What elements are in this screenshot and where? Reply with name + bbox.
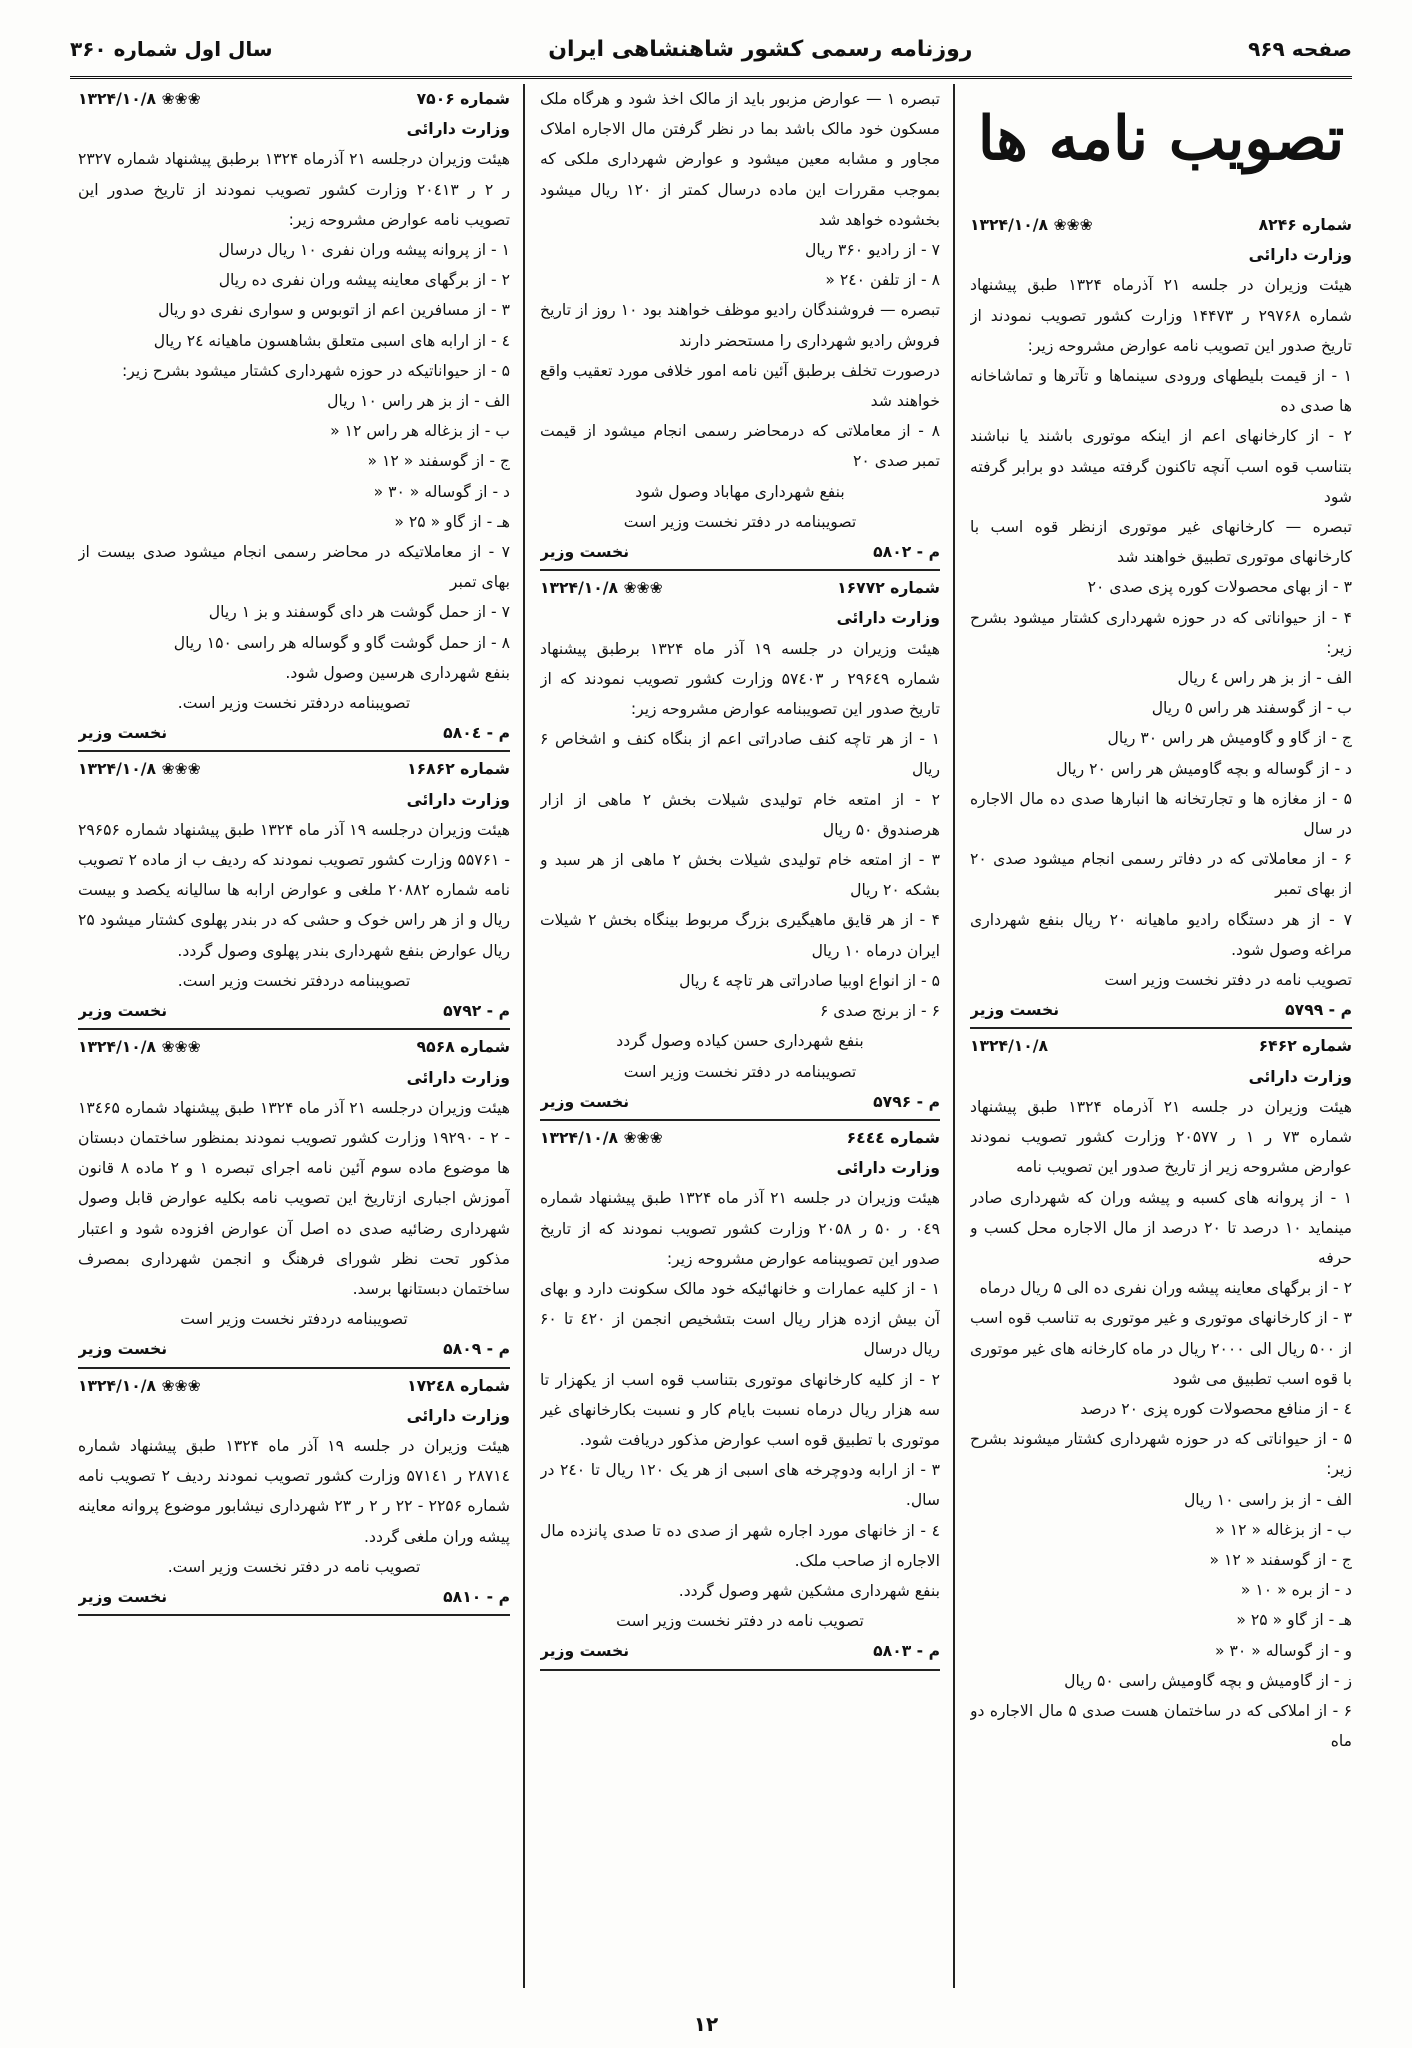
decree-paragraph: ۶ - از معاملاتی که در دفاتر رسمی انجام میشود صدی ۲۰ از بهای تمبر — [970, 850, 1352, 899]
reference-code: م - ۵۸۱۰ — [443, 1587, 510, 1606]
decree-paragraph: ۸ - از تلفن ۲٤۰ « — [825, 271, 940, 290]
decree-paragraph: ۲ - از کارخانهای اعم از اینکه موتوری باشند یا نباشند بتناسب قوه اسب آنچه تاکنون گرفته میشد دو برابر گرفته شود — [970, 427, 1352, 506]
decree-paragraph: ۷ - از حمل گوشت هر دای گوسفند و بز ۱ ریال — [208, 603, 510, 622]
reference-code: م - ۵۸۰۲ — [873, 543, 940, 562]
ministry-name: وزارت دارائی — [406, 120, 510, 139]
decree-paragraph: ۶ - از برنج صدی ۶ — [819, 1002, 940, 1021]
signature-line — [78, 718, 510, 748]
decree-paragraph: هیئت وزیران در جلسه ۱۹ آذر ماه ۱۳۲۴ طبق پیشنهاد شماره ۲۸۷۱٤ ر ۵۷۱٤۱ وزارت کشور تصویب نمودند ردیف ۲ تصویب نامه شماره ۲۲۵۶ - ۲۲ ر ۲ ر ۲۳ شهرداری نیشابور موضوع پروانه معاینه پیشه وران ملغی گردد. — [78, 1436, 510, 1546]
decree-paragraph: هیئت وزیران در جلسه ۱۹ آذر ماه ۱۳۲۴ برطبق پیشنهاد شماره ۲۹۶٤۹ ر ۵۷٤۰۳ وزارت کشور تصویب نمودند که از تاریخ صدور این تصویبنامه عوارض مشروحه زیر: — [540, 639, 940, 719]
decree-paragraph: ۱ - از قیمت بلیطهای ورودی سینماها و تآترها و تماشاخانه ها صدی ده — [970, 367, 1352, 416]
page-footer-number: ۱۲ — [693, 2012, 719, 2036]
decree-paragraph: هـ - از گاو « ۲۵ « — [394, 512, 510, 531]
column-divider — [523, 84, 525, 1988]
decree-number: شماره ۹۵۶۸ — [416, 1038, 510, 1057]
signatory: نخست وزیر — [78, 724, 168, 743]
decree-paragraph: ۳ - از امتعه خام تولیدی شیلات بخش ۲ ماهی از هر سبد و بشکه ۲۰ ریال — [540, 851, 940, 900]
column-divider — [953, 84, 955, 1988]
column-middle-body — [540, 84, 940, 1671]
reference-code: م - ۵۸۰۹ — [443, 1340, 510, 1359]
decree-date: ❀❀❀ ۱۳۲۴/۱۰/۸ — [78, 1376, 201, 1395]
column-left — [78, 84, 510, 1618]
ministry-name: وزارت دارائی — [836, 609, 940, 628]
reference-code: م - ۵۷۹۶ — [873, 1092, 940, 1111]
decree-paragraph: ۵ - از مغازه ها و تجارتخانه ها انبارها صدی ده مال الاجاره در سال — [970, 789, 1352, 839]
decree-header — [540, 573, 940, 603]
decree-paragraph: ۵ - از انواع اوبیا صادراتی هر تاچه ٤ ریال — [679, 971, 940, 990]
decree-number: شماره ۸۲۴۶ — [1258, 216, 1352, 234]
reference-code: م - ۵۸۰۳ — [873, 1642, 940, 1661]
section-divider — [540, 1119, 940, 1121]
decree-paragraph: ۸ - از معاملاتی که درمحاضر رسمی انجام میشود از قیمت تمبر صدی ۲۰ — [540, 422, 940, 471]
signature-line — [78, 1582, 510, 1612]
decree-paragraph: الف - از بز هر راس ٤ ریال — [1177, 669, 1352, 688]
decree-paragraph: ۳ - از کارخانهای موتوری و غیر موتوری به تناسب قوه اسب از ۵۰۰ ریال الی ۲۰۰۰ ریال در ماه کارخانه های غیر موتوری با قوه اسب تطبیق می شود — [970, 1309, 1352, 1388]
decree-date: ❀❀❀ ۱۳۲۴/۱۰/۸ — [970, 216, 1093, 234]
decree-header — [78, 754, 510, 784]
ministry-name: وزارت دارائی — [406, 1068, 510, 1087]
decree-date: ❀❀❀ ۱۳۲۴/۱۰/۸ — [78, 1038, 201, 1057]
decree-paragraph: هیئت وزیران در جلسه ۲۱ آذرماه ۱۳۲۴ طبق پیشنهاد شماره ۲۹۷۶۸ ر ۱۴۴۷۳ وزارت کشور تصویب نمودند از تاریخ صدور این تصویب نامه عوارض مشروحه زیر: — [970, 276, 1352, 355]
decree-header — [540, 1123, 940, 1153]
ministry-name: وزارت دارائی — [836, 1159, 940, 1178]
signature-line — [78, 996, 510, 1026]
ministry-name: وزارت دارائی — [1248, 246, 1352, 265]
decree-paragraph: ز - از گاومیش و بچه گاومیش راسی ۵۰ ریال — [1064, 1671, 1352, 1690]
signature-line — [78, 1334, 510, 1364]
decree-number: شماره ۱۶۷۷۲ — [837, 579, 940, 598]
signatory: نخست وزیر — [540, 543, 630, 562]
signature-line — [540, 1087, 940, 1117]
decree-paragraph: ۷ - از معاملاتیکه در محاضر رسمی انجام میشود صدی بیست از بهای تمبر — [78, 543, 510, 592]
decree-paragraph: ۷ - از هر دستگاه رادیو ماهیانه ۲۰ ریال بنفع شهرداری مراغه وصول شود. — [970, 910, 1352, 959]
decree-note: تصویبنامه دردفتر نخست وزیر است — [180, 1310, 408, 1329]
decree-paragraph: درصورت تخلف برطبق آئین نامه امور خلافی مورد تعقیب واقع خواهند شد — [540, 361, 940, 411]
reference-code: م - ۵۷۹۹ — [1285, 1001, 1352, 1020]
decree-paragraph: هیئت وزیران در جلسه ۲۱ آذرماه ۱۳۲۴ طبق پیشنهاد شماره ۷۳ ر ۱ ر ۲۰۵۷۷ وزارت کشور تصویب نمودند عوارض مشروحه زیر از تاریخ صدور این تصویب نامه — [970, 1097, 1352, 1177]
decree-paragraph: ۱ - از هر تاچه کنف صادراتی اعم از بنگاه کنف و اشخاص ۶ ریال — [540, 730, 940, 779]
decree-date: ❀❀❀ ۱۳۲۴/۱۰/۸ — [540, 579, 663, 598]
decree-paragraph: هیئت وزیران درجلسه ۲۱ آذر ماه ۱۳۲۴ طبق پیشنهاد شماره ۱۳٤۶۵ - ۲ - ۱۹۲۹۰ وزارت کشور تصویب نمودند بمنظور ساختمان دبستان ها موضوع ماده سوم آئین نامه اجرای تبصره ۱ و ۲ ماده ۸ قانون آموزش اجباری ازتاریخ این تصویب نامه بکلیه عوارض قابل وصول شهرداری رضائیه صدی ده اصل آن عوارض افزوده شود و اعتبار مذکور تحت نظر شورای فرهنگ و انجمن شهرداری بمصرف ساختمان دبستانها برسد. — [78, 1098, 510, 1298]
decree-paragraph: بنفع شهرداری مشکین شهر وصول گردد. — [678, 1581, 940, 1600]
decree-header — [970, 1031, 1352, 1061]
decree-date: ❀❀❀ ۱۳۲۴/۱۰/۸ — [540, 1128, 663, 1147]
signatory: نخست وزیر — [970, 1001, 1060, 1020]
section-divider — [78, 750, 510, 752]
gazette-title: روزنامه رسمی کشور شاهنشاهی ایران — [548, 36, 973, 62]
signatory: نخست وزیر — [78, 1587, 168, 1606]
signature-line — [540, 1636, 940, 1666]
decree-paragraph: هیئت وزیران در جلسه ۲۱ آذر ماه ۱۳۲۴ طبق پیشنهاد شماره ۰٤۹ ر ۵۰ ر ۲۰۵۸ وزارت کشور تصویب نمودند که از تاریخ صدور این تصویبنامه عوارض مشروحه زیر: — [540, 1189, 940, 1268]
decree-paragraph: هیئت وزیران درجلسه ۱۹ آذر ماه ۱۳۲۴ طبق پیشنهاد شماره ۲۹۶۵۶ - ۵۵۷۶۱ وزارت کشور تصویب نمودند که ردیف ب از ماده ۲ تصویب نامه شماره ۲۰۸۸۲ ملغی و عوارض ارابه ها سالیانه یکصد و بیست ریال و از هر راس خوک و حشی که در بندر پهلوی کشتار میشود ۲۵ ریال عوارض بنفع شهرداری بندر پهلوی وصول گردد. — [78, 820, 510, 960]
signature-line — [970, 995, 1352, 1025]
decree-note: تصویبنامه دردفتر نخست وزیر است. — [177, 694, 411, 713]
section-divider — [78, 1367, 510, 1369]
decree-paragraph: ب - از بزغاله « ۱۲ « — [1215, 1520, 1352, 1539]
decree-paragraph: ٤ - از ارابه های اسبی متعلق بشاهسون ماهیانه ۲٤ ریال — [153, 331, 510, 350]
decree-paragraph: الف - از بز راسی ۱۰ ریال — [1183, 1490, 1352, 1509]
signature-line — [540, 537, 940, 567]
year-issue: سال اول شماره ۳۶۰ — [70, 37, 273, 61]
decree-paragraph: تبصره — فروشندگان رادیو موظف خواهند بود ۱۰ روز از تاریخ فروش رادیو شهرداری را مستحضر دارند — [540, 301, 940, 350]
ministry-name: وزارت دارائی — [406, 790, 510, 809]
decree-number: شماره ۱۷۲٤۸ — [407, 1376, 510, 1395]
decree-number: شماره ۶٤٤٤ — [846, 1128, 940, 1147]
section-divider — [970, 1027, 1352, 1029]
decree-paragraph: د - از گوساله و بچه گاومیش هر راس ۲۰ ریال — [1056, 759, 1352, 778]
decree-paragraph: ۶ - از املاکی که در ساختمان هست صدی ۵ مال الاجاره دو ماه — [970, 1701, 1352, 1751]
decree-paragraph: د - از بره « ۱۰ « — [1240, 1581, 1352, 1600]
page-header — [70, 24, 1352, 74]
signatory: نخست وزیر — [78, 1340, 168, 1359]
decree-date: ۱۳۲۴/۱۰/۸ — [970, 1037, 1049, 1056]
decree-paragraph: و - از گوساله « ۳۰ « — [1214, 1641, 1352, 1660]
decree-paragraph: ۴ - از هر قایق ماهیگیری بزرگ مربوط بینگاه بخش ۲ شیلات ایران درماه ۱۰ ریال — [540, 911, 940, 960]
decree-date: ❀❀❀ ۱۳۲۴/۱۰/۸ — [78, 90, 201, 108]
reference-code: م - ۵۷۹۲ — [443, 1002, 510, 1021]
decree-paragraph: ۳ - از بهای محصولات کوره پزی صدی ۲۰ — [1087, 578, 1352, 597]
decree-paragraph: ج - از گاو و گاومیش هر راس ۳۰ ریال — [1107, 729, 1352, 748]
decree-note: بنفع شهرداری مهاباد وصول شود — [635, 482, 845, 501]
header-rule — [70, 76, 1352, 79]
decree-header — [78, 1371, 510, 1401]
decree-paragraph: ج - از گوسفند « ۱۲ « — [1209, 1550, 1352, 1569]
page-number: صفحه ۹۶۹ — [1248, 37, 1352, 61]
section-divider — [540, 569, 940, 571]
decree-header — [78, 1032, 510, 1062]
decree-paragraph: هـ - از گاو « ۲۵ « — [1236, 1611, 1352, 1630]
column-middle — [540, 84, 940, 1673]
decree-paragraph: ۳ - از مسافرین اعم از اتوبوس و سواری نفری دو ریال — [158, 301, 510, 320]
decree-paragraph: تصویب نامه در دفتر نخست وزیر است — [1104, 971, 1352, 990]
decree-paragraph: تبصره ۱ — عوارض مزبور باید از مالک اخذ شود و هرگاه ملک مسکون خود مالک باشد بما در نظر گرفتن مال الاجاره املاک مجاور و مشابه معین میشود و عوارض شهرداری ملکی که بموجب مقررات این ماده درسال کمتر از ۱۲۰ ریال میشود بخشوده خواهد شد — [540, 90, 940, 229]
decree-paragraph: هیئت وزیران درجلسه ۲۱ آذرماه ۱۳۲۴ برطبق پیشنهاد شماره ۲۳۲۷ ر ۲ ر ۲۰٤۱۳ وزارت کشور تصویب نمودند از تاریخ صدور این تصویب نامه عوارض مشروحه زیر: — [78, 150, 510, 229]
decree-paragraph: ۲ - از برگهای معاینه پیشه وران نفری ده الی ۵ ریال درماه — [979, 1279, 1352, 1298]
decree-paragraph: ۲ - از کلیه کارخانهای موتوری بتناسب قوه اسب از یکهزار تا سه هزار ریال درماه نسبت بایام کار و نسبت بکارخانهای غیر موتوری با تطبیق قوه اسب عوارض مذکور دریافت شود. — [540, 1370, 940, 1449]
decree-note: بنفع شهرداری حسن کیاده وصول گردد — [616, 1032, 864, 1051]
ministry-name: وزارت دارائی — [1248, 1067, 1352, 1086]
decree-number: شماره ۱۶۸۶۲ — [407, 760, 510, 779]
decree-paragraph: تبصره — کارخانهای غیر موتوری ازنظر قوه اسب با کارخانهای موتوری تطبیق خواهند شد — [970, 518, 1352, 567]
decree-paragraph: ۱ - از کلیه عمارات و خانهائیکه خود مالک سکونت دارد و بهای آن بیش ازده هزار ریال است بتشخیص انجمن از ٤۲۰ تا ۶۰ ریال درسال — [540, 1279, 940, 1359]
column-left-body — [78, 84, 510, 1616]
decree-paragraph: ٤ - از خانهای مورد اجاره شهر از صدی ده تا صدی پانزده مال الاجاره از صاحب ملک. — [540, 1521, 940, 1570]
decree-paragraph: بنفع شهرداری هرسین وصول شود. — [285, 663, 510, 682]
column-right-body — [970, 210, 1352, 1756]
decree-number: شماره ۷۵۰۶ — [416, 90, 510, 108]
decree-paragraph: ۸ - از حمل گوشت گاو و گوساله هر راسی ۱۵۰ ریال — [173, 633, 510, 652]
decree-date: ❀❀❀ ۱۳۲۴/۱۰/۸ — [78, 760, 201, 779]
decree-paragraph: ۱ - از پروانه های کسبه و پیشه وران که شهرداری صادر مینماید ۱۰ درصد تا ۲۰ درصد از مال الاجاره محل کسب و حرفه — [970, 1188, 1352, 1267]
decree-paragraph: ۲ - از امتعه خام تولیدی شیلات بخش ۲ ماهی از ازار هرصندوق ۵۰ ریال — [540, 790, 940, 839]
decree-note: تصویبنامه در دفتر نخست وزیر است — [623, 1062, 857, 1081]
section-divider — [78, 1614, 510, 1616]
decree-paragraph: ۵ - از حیواناتی که در حوزه شهرداری کشتار میشوند بشرح زیر: — [970, 1430, 1352, 1479]
decree-paragraph: ب - از گوسفند هر راس ٥ ریال — [1151, 699, 1352, 718]
section-divider — [78, 1028, 510, 1030]
reference-code: م - ۵۸۰٤ — [443, 724, 510, 743]
decree-paragraph: ٤ - از منافع محصولات کوره پزی ۲۰ درصد — [1080, 1399, 1352, 1418]
decree-paragraph: ۴ - از حیواناتی که در حوزه شهرداری کشتار میشود بشرح زیر: — [970, 608, 1352, 657]
decree-paragraph: ۳ - از ارابه ودوچرخه های اسبی از هر یک ۱۲۰ ریال تا ۲٤۰ در سال. — [540, 1461, 940, 1510]
decree-paragraph: ۵ - از حیواناتیکه در حوزه شهرداری کشتار میشود بشرح زیر: — [122, 361, 510, 380]
masthead: تصویب نامه ها — [977, 104, 1345, 174]
decree-paragraph: ۲ - از برگهای معاینه پیشه وران نفری ده ریال — [218, 271, 510, 290]
decree-header — [970, 210, 1352, 240]
decree-note: تصویبنامه دردفتر نخست وزیر است. — [177, 971, 411, 990]
decree-paragraph: ۷ - از رادیو ۳۶۰ ریال — [805, 241, 940, 260]
decree-paragraph: الف - از بز هر راس ۱۰ ریال — [327, 392, 510, 411]
decree-paragraph: د - از گوساله « ۳۰ « — [373, 482, 510, 501]
decree-number: شماره ۶۴۶۲ — [1258, 1037, 1352, 1056]
column-right — [970, 84, 1352, 1756]
decree-note: تصویب نامه در دفتر نخست وزیر است. — [167, 1557, 421, 1576]
decree-note: تصویبنامه در دفتر نخست وزیر است — [623, 512, 857, 531]
decree-paragraph: ۱ - از پروانه پیشه وران نفری ۱۰ ریال درسال — [218, 241, 510, 260]
signatory: نخست وزیر — [540, 1642, 630, 1661]
decree-header — [78, 84, 510, 114]
decree-note: تصویب نامه در دفتر نخست وزیر است — [616, 1612, 864, 1631]
decree-paragraph: ب - از بزغاله هر راس ۱۲ « — [330, 422, 510, 441]
signatory: نخست وزیر — [540, 1092, 630, 1111]
section-divider — [540, 1669, 940, 1671]
decree-paragraph: ج - از گوسفند « ۱۲ « — [367, 452, 510, 471]
signatory: نخست وزیر — [78, 1002, 168, 1021]
ministry-name: وزارت دارائی — [406, 1406, 510, 1425]
